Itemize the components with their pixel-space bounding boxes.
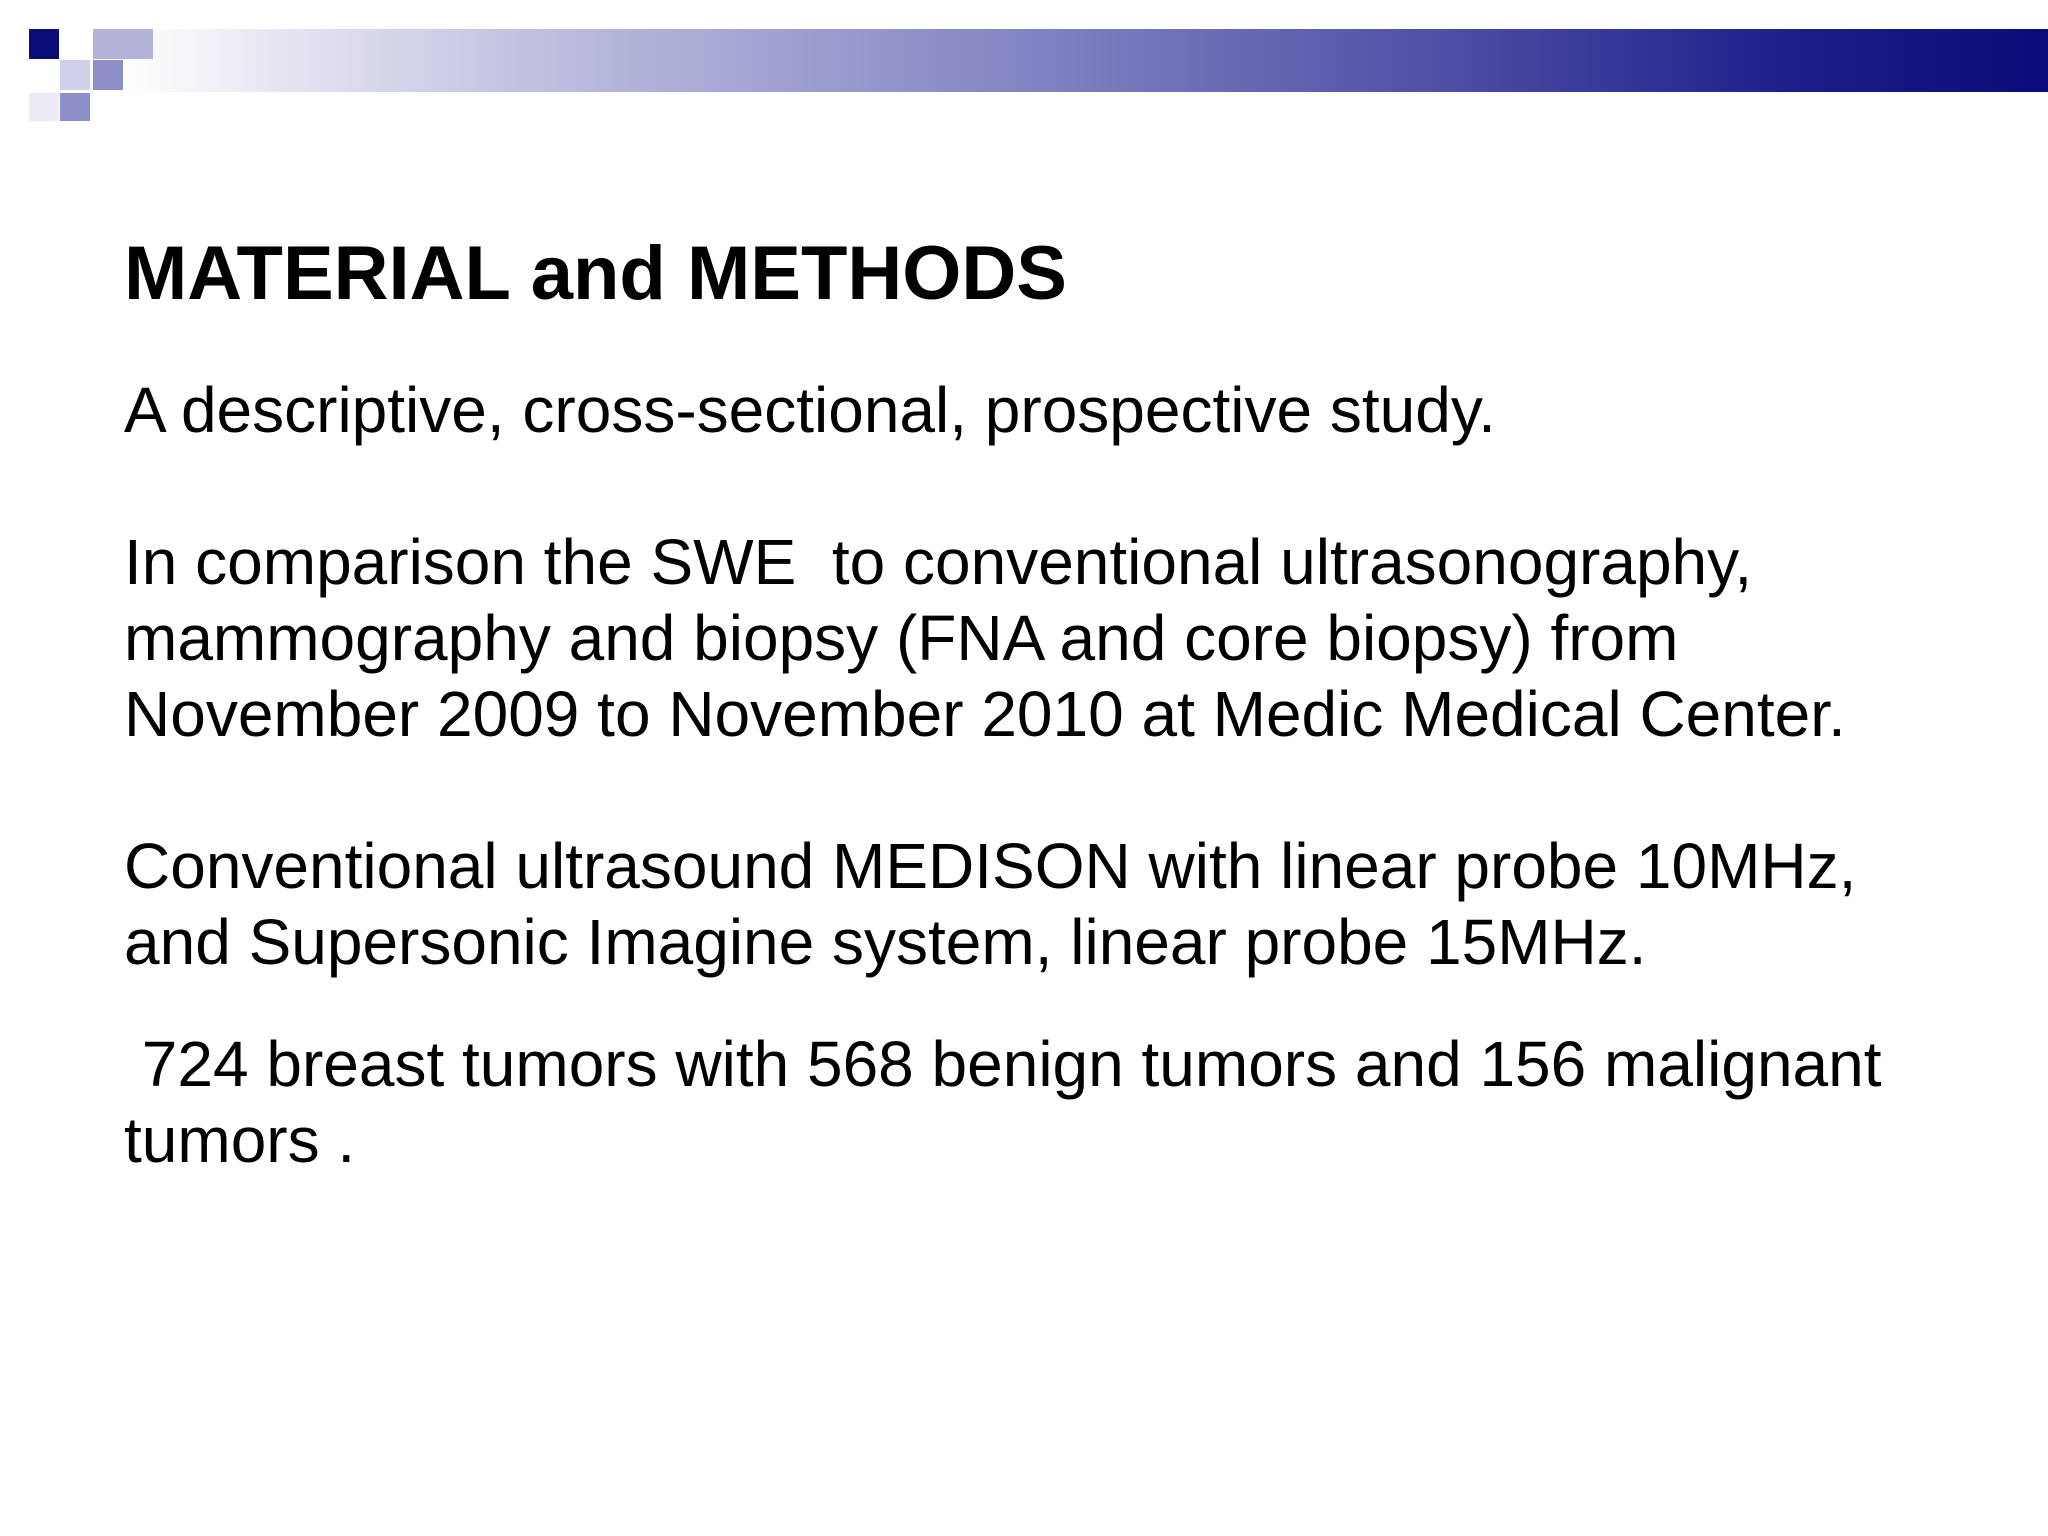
slide-body [124, 228, 1964, 1178]
decorative-square [93, 60, 123, 90]
sample-paragraph: 724 breast tumors with 568 benign tumors and 156 malignant tumors . [124, 1028, 1900, 1176]
study-design-paragraph: A descriptive, cross-sectional, prospective study. [124, 374, 1496, 446]
decorative-square [29, 29, 59, 59]
decorative-square [93, 29, 153, 59]
equipment-paragraph: Conventional ultrasound MEDISON with linear probe 10MHz, and Supersonic Imagine system, linear probe 15MHz. [124, 830, 1875, 978]
decorative-square [60, 93, 90, 121]
slide-title: MATERIAL and METHODS [124, 231, 1067, 316]
decorative-square [60, 60, 90, 90]
decorative-square [29, 93, 59, 121]
comparison-paragraph: In comparison the SWE to conventional ultrasonography, mammography and biopsy (FNA and core biopsy) from November 2009 to November 2010 at Medic Medical Center. [124, 526, 1846, 750]
header-gradient-banner [0, 29, 2048, 92]
